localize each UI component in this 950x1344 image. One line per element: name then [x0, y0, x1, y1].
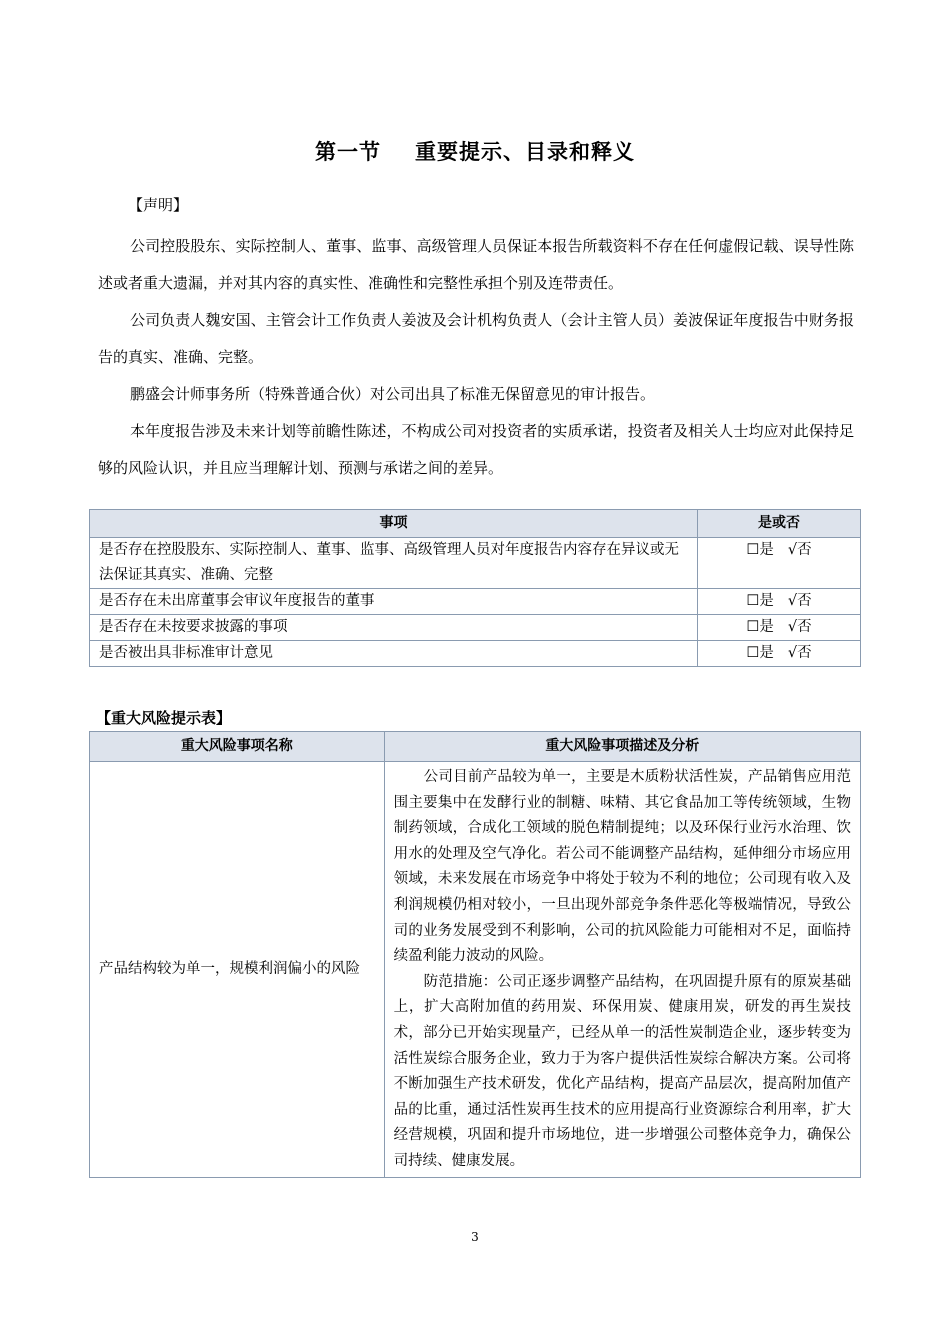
- section-number: 第一节: [315, 140, 381, 164]
- matter-answer: [698, 615, 861, 641]
- risk-table: [89, 731, 861, 1178]
- answer-yes-checkbox: ☐是: [746, 645, 774, 661]
- table-row: [90, 589, 861, 615]
- risk-header-row: [90, 732, 861, 762]
- statement-paragraph: 公司负责人魏安国、主管会计工作负责人姜波及会计机构负责人（会计主管人员）姜波保证年度报告中财务报告的真实、准确、完整。: [98, 311, 854, 366]
- table-row: [90, 641, 861, 667]
- answer-yes-checkbox: ☐是: [746, 593, 774, 609]
- matter-answer: [698, 589, 861, 615]
- matters-header-item: 事项: [90, 510, 698, 538]
- section-name: 重要提示、目录和释义: [415, 140, 635, 164]
- section-title: [0, 136, 950, 166]
- table-row: [90, 538, 861, 589]
- answer-yes-checkbox: ☐是: [746, 619, 774, 635]
- statement-paragraph: 公司控股股东、实际控制人、董事、监事、高级管理人员保证本报告所载资料不存在任何虚假记载、误导性陈述或者重大遗漏，并对其内容的真实性、准确性和完整性承担个别及连带责任。: [98, 237, 854, 292]
- matters-table: [89, 509, 861, 667]
- answer-no-checkmark: √否: [787, 619, 812, 635]
- matter-item: 是否存在未按要求披露的事项: [90, 615, 698, 641]
- answer-no-checkmark: √否: [787, 645, 812, 661]
- page-number: 3: [471, 1230, 479, 1244]
- answer-no-checkmark: √否: [787, 593, 812, 609]
- risk-header-name: 重大风险事项名称: [90, 732, 385, 762]
- statement-label: 【声明】: [128, 196, 189, 214]
- risk-mitigation-paragraph: 防范措施：公司正逐步调整产品结构，在巩固提升原有的原炭基础上，扩大高附加值的药用炭、环保用炭、健康用炭，研发的再生炭技术，部分已开始实现量产，已经从单一的活性炭制造企业，逐步转变为活性炭综合服务企业，致力于为客户提供活性炭综合解决方案。公司将不断加强生产技术研发，优化产品结构，提高产品层次，提高附加值产品的比重，通过活性炭再生技术的应用提高行业资源综合利用率，扩大经营规模，巩固和提升市场地位，进一步增强公司整体竞争力，确保公司持续、健康发展。: [393, 973, 851, 1169]
- matter-item: 是否被出具非标准审计意见: [90, 641, 698, 667]
- answer-yes-checkbox: ☐是: [746, 542, 774, 558]
- matter-answer: [698, 641, 861, 667]
- statement-paragraph: 鹏盛会计师事务所（特殊普通合伙）对公司出具了标准无保留意见的审计报告。: [130, 385, 656, 403]
- statement-paragraphs: [98, 228, 854, 487]
- answer-no-checkmark: √否: [787, 542, 812, 558]
- table-row: [90, 762, 861, 1178]
- risk-description: [384, 762, 860, 1178]
- statement-paragraph: 本年度报告涉及未来计划等前瞻性陈述，不构成公司对投资者的实质承诺，投资者及相关人士均应对此保持足够的风险认识，并且应当理解计划、预测与承诺之间的差异。: [98, 422, 854, 477]
- risk-description-paragraph: 公司目前产品较为单一，主要是木质粉状活性炭，产品销售应用范围主要集中在发酵行业的制糖、味精、其它食品加工等传统领域，生物制药领域，合成化工领域的脱色精制提纯；以及环保行业污水治理、饮用水的处理及空气净化。若公司不能调整产品结构，延伸细分市场应用领域，未来发展在市场竞争中将处于较为不利的地位；公司现有收入及利润规模仍相对较小，一旦出现外部竞争条件恶化等极端情况，导致公司的业务发展受到不利影响，公司的抗风险能力可能相对不足，面临持续盈利能力波动的风险。: [393, 769, 851, 965]
- matter-answer: [698, 538, 861, 589]
- risk-header-description: 重大风险事项描述及分析: [384, 732, 860, 762]
- matter-item: 是否存在未出席董事会审议年度报告的董事: [90, 589, 698, 615]
- matters-header-row: [90, 510, 861, 538]
- risk-name: 产品结构较为单一，规模利润偏小的风险: [90, 762, 385, 1178]
- matters-header-answer: 是或否: [698, 510, 861, 538]
- risk-table-heading: 【重大风险提示表】: [96, 709, 232, 727]
- table-row: [90, 615, 861, 641]
- matter-item: 是否存在控股股东、实际控制人、董事、监事、高级管理人员对年度报告内容存在异议或无法保证其真实、准确、完整: [90, 538, 698, 589]
